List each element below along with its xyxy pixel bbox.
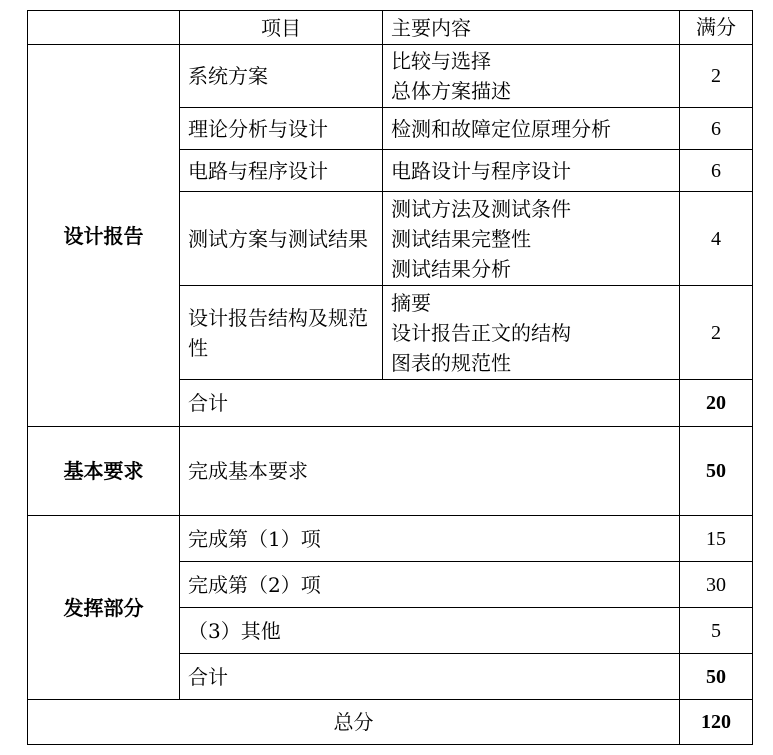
table-row bbox=[28, 45, 753, 108]
subtotal-label: 合计 bbox=[180, 380, 680, 427]
category-design-report: 设计报告 bbox=[28, 45, 180, 427]
content-line: 总体方案描述 bbox=[391, 79, 511, 103]
score-cell: 6 bbox=[680, 150, 753, 192]
header-content: 主要内容 bbox=[383, 11, 680, 45]
table-row bbox=[28, 427, 753, 516]
category-basic: 基本要求 bbox=[28, 427, 180, 516]
item-cell: 理论分析与设计 bbox=[180, 108, 383, 150]
content-line: 设计报告正文的结构 bbox=[391, 320, 571, 345]
item-cell: 完成第（1）项 bbox=[180, 516, 680, 562]
score-cell: 2 bbox=[680, 45, 753, 108]
content-cell: 电路设计与程序设计 bbox=[383, 150, 680, 192]
item-cell: 系统方案 bbox=[180, 45, 383, 108]
content-cell bbox=[383, 286, 680, 380]
score-cell: 50 bbox=[680, 427, 753, 516]
content-line: 比较与选择 bbox=[391, 49, 491, 73]
subtotal-score: 20 bbox=[680, 380, 753, 427]
item-cell: （3）其他 bbox=[180, 608, 680, 654]
header-blank-cell bbox=[28, 11, 180, 45]
score-cell: 30 bbox=[680, 562, 753, 608]
category-extended: 发挥部分 bbox=[28, 516, 180, 700]
item-cell: 设计报告结构及规范性 bbox=[180, 286, 383, 380]
content-cell bbox=[383, 45, 680, 108]
scoring-table bbox=[27, 10, 753, 745]
total-score: 120 bbox=[680, 700, 753, 745]
item-cell: 完成基本要求 bbox=[180, 427, 680, 516]
table-row bbox=[28, 516, 753, 562]
score-cell: 2 bbox=[680, 286, 753, 380]
header-item: 项目 bbox=[180, 11, 383, 45]
header-row bbox=[28, 11, 753, 45]
score-cell: 4 bbox=[680, 192, 753, 286]
content-line: 图表的规范性 bbox=[391, 350, 511, 375]
item-cell: 测试方案与测试结果 bbox=[180, 192, 383, 286]
header-full-score: 满分 bbox=[680, 11, 753, 45]
content-line: 测试方法及测试条件 bbox=[391, 196, 571, 221]
score-cell: 5 bbox=[680, 608, 753, 654]
item-cell: 完成第（2）项 bbox=[180, 562, 680, 608]
score-cell: 6 bbox=[680, 108, 753, 150]
subtotal-score: 50 bbox=[680, 654, 753, 700]
total-label: 总分 bbox=[28, 700, 680, 745]
subtotal-label: 合计 bbox=[180, 654, 680, 700]
content-line: 测试结果完整性 bbox=[391, 226, 531, 251]
content-cell: 检测和故障定位原理分析 bbox=[383, 108, 680, 150]
item-cell: 电路与程序设计 bbox=[180, 150, 383, 192]
content-line: 测试结果分析 bbox=[391, 256, 511, 281]
content-line: 摘要 bbox=[391, 290, 431, 315]
total-row bbox=[28, 700, 753, 745]
score-cell: 15 bbox=[680, 516, 753, 562]
content-cell bbox=[383, 192, 680, 286]
